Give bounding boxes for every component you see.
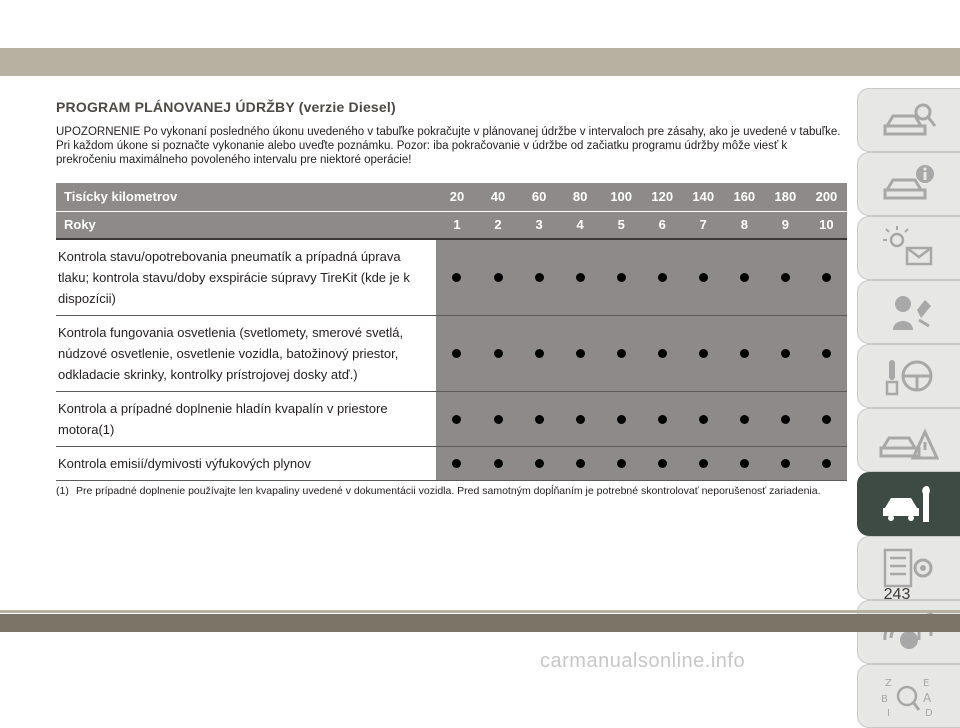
year-value: 6 [642, 211, 683, 239]
table-row [56, 239, 847, 316]
year-value: 5 [601, 211, 642, 239]
check-mark [724, 392, 765, 447]
check-mark [642, 392, 683, 447]
check-mark [478, 447, 519, 481]
page-title: PROGRAM PLÁNOVANEJ ÚDRŽBY (verzie Diesel) [56, 99, 396, 115]
km-header-row [56, 183, 847, 211]
check-mark [478, 239, 519, 316]
check-mark [601, 447, 642, 481]
check-mark [724, 239, 765, 316]
year-value: 3 [519, 211, 560, 239]
year-value: 2 [478, 211, 519, 239]
km-value: 100 [601, 183, 642, 211]
km-value: 20 [436, 183, 477, 211]
row-description: Kontrola stavu/opotrebovania pneumatík a prípadná úprava tlaku; kontrola stavu/doby exspirácie súpravy TireKit (kde je k dispozícii) [56, 239, 436, 316]
check-mark [806, 392, 847, 447]
check-mark [806, 447, 847, 481]
check-mark [519, 316, 560, 392]
check-mark [765, 392, 806, 447]
steering-wheel-icon[interactable] [857, 344, 960, 408]
check-mark [683, 316, 724, 392]
maintenance-table [56, 183, 847, 481]
check-mark [765, 316, 806, 392]
check-mark [765, 239, 806, 316]
check-mark [560, 447, 601, 481]
check-mark [642, 447, 683, 481]
warning-text: UPOZORNENIE Po vykonaní posledného úkonu uvedeného v tabuľke pokračujte v plánovanej údržbe v intervaloch pre zásahy, ako je uvedené v tabuľke. Pri každom úkone si poznačte vykonanie alebo uveďte poznámku. Pozor: iba pokračovanie v údržbe od začiatku programu údržby môže viesť k prekročeniu maximálneho povoleného intervalu pre niektoré operácie! [56, 126, 841, 166]
warning-lights-icon[interactable] [857, 216, 960, 280]
check-mark [560, 239, 601, 316]
km-value: 40 [478, 183, 519, 211]
check-mark [436, 316, 477, 392]
check-mark [560, 316, 601, 392]
row-description: Kontrola fungovania osvetlenia (svetlomety, smerové svetlá, núdzové osvetlenie, osvetlenie vozidla, batožinový priestor, odkladacie skrinky, kontrolky prístrojovej dosky atď.) [56, 316, 436, 392]
check-mark [560, 392, 601, 447]
check-mark [724, 316, 765, 392]
check-mark [519, 447, 560, 481]
svg-text:A: A [923, 691, 932, 705]
table-row [56, 392, 847, 447]
chapter-sidebar [857, 88, 960, 728]
km-header-label: Tisícky kilometrov [56, 183, 436, 211]
table-row [56, 316, 847, 392]
svg-text:E: E [923, 678, 930, 689]
row-description: Kontrola a prípadné doplnenie hladín kvapalín v priestore motora(1) [56, 392, 436, 447]
svg-text:I: I [887, 708, 890, 718]
year-value: 7 [683, 211, 724, 239]
year-value: 10 [806, 211, 847, 239]
km-value: 160 [724, 183, 765, 211]
footnote-text: Pre prípadné doplnenie používajte len kvapaliny uvedené v dokumentácii vozidla. Pred samotným dopĺňaním je potrebné skontrolovať neporušenosť zariadenia. [76, 485, 821, 497]
check-mark [436, 392, 477, 447]
check-mark [683, 447, 724, 481]
check-mark [436, 447, 477, 481]
check-mark [519, 392, 560, 447]
car-search-icon[interactable] [857, 88, 960, 152]
check-mark [601, 239, 642, 316]
check-mark [436, 239, 477, 316]
bottom-band [0, 614, 960, 632]
check-mark [478, 316, 519, 392]
index-icon[interactable] [857, 664, 960, 728]
svg-text:Z: Z [885, 678, 892, 689]
check-mark [765, 447, 806, 481]
km-value: 180 [765, 183, 806, 211]
km-value: 60 [519, 183, 560, 211]
car-wrench-icon[interactable] [857, 472, 960, 536]
km-value: 120 [642, 183, 683, 211]
years-header-row [56, 211, 847, 239]
check-mark [519, 239, 560, 316]
check-mark [601, 392, 642, 447]
svg-text:B: B [881, 694, 888, 705]
footnote-mark: (1) [56, 485, 69, 497]
table-row [56, 447, 847, 481]
year-value: 9 [765, 211, 806, 239]
km-value: 140 [683, 183, 724, 211]
year-value: 8 [724, 211, 765, 239]
check-mark [478, 392, 519, 447]
svg-text:D: D [925, 708, 933, 718]
check-mark [806, 316, 847, 392]
footnote [56, 484, 846, 498]
page-number: 243 [883, 586, 911, 603]
year-value: 1 [436, 211, 477, 239]
top-band [0, 48, 960, 76]
car-info-icon[interactable] [857, 152, 960, 216]
check-mark [642, 239, 683, 316]
years-header-label: Roky [56, 211, 436, 239]
row-description: Kontrola emisií/dymivosti výfukových plynov [56, 447, 436, 481]
check-mark [601, 316, 642, 392]
check-mark [806, 239, 847, 316]
car-breakdown-icon[interactable] [857, 408, 960, 472]
km-value: 80 [560, 183, 601, 211]
check-mark [642, 316, 683, 392]
safety-person-icon[interactable] [857, 280, 960, 344]
year-value: 4 [560, 211, 601, 239]
check-mark [683, 239, 724, 316]
km-value: 200 [806, 183, 847, 211]
check-mark [724, 447, 765, 481]
check-mark [683, 392, 724, 447]
watermark: carmanualsonline.info [540, 650, 746, 672]
